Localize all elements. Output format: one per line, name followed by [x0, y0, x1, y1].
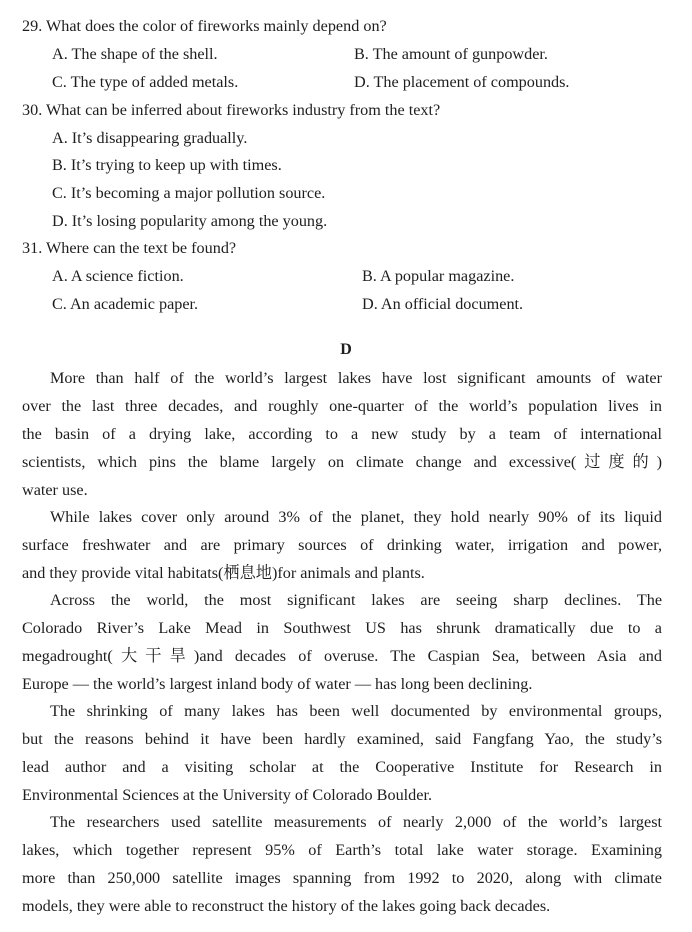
passage-line: Europe — the world’s largest inland body of water — has long been declining.	[22, 675, 533, 693]
question-29-stem: 29. What does the color of fireworks mainly depend on?	[22, 17, 387, 35]
question-31-stem: 31. Where can the text be found?	[22, 239, 237, 257]
passage-line: over the last three decades, and roughly one-quarter of the world’s population lives in	[22, 397, 662, 415]
passage-line: and they provide vital habitats(栖息地)for animals and plants.	[22, 564, 425, 582]
passage-line: The researchers used satellite measurements of nearly 2,000 of the world’s largest	[50, 813, 662, 831]
question-30-option-b: B. It’s trying to keep up with times.	[52, 156, 282, 174]
question-29-option-b: B. The amount of gunpowder.	[354, 45, 548, 63]
question-31-option-b: B. A popular magazine.	[362, 267, 515, 285]
passage-line: surface freshwater and are primary sources of drinking water, irrigation and power,	[22, 536, 662, 554]
passage-line: Colorado River’s Lake Mead in Southwest US has shrunk dramatically due to a	[22, 619, 662, 637]
passage-line: the basin of a drying lake, according to a new study by a team of international	[22, 425, 662, 443]
question-29-option-c: C. The type of added metals.	[52, 73, 239, 91]
passage-line: Across the world, the most significant lakes are seeing sharp declines. The	[50, 591, 662, 609]
passage-line: lakes, which together represent 95% of Earth’s total lake water storage. Examining	[22, 841, 662, 859]
passage-line: megadrought(大干旱)and decades of overuse. The Caspian Sea, between Asia and	[22, 647, 662, 665]
passage-line: Environmental Sciences at the University of Colorado Boulder.	[22, 786, 432, 804]
passage-line: water use.	[22, 481, 88, 499]
question-31-option-a: A. A science fiction.	[52, 267, 184, 285]
passage-line: lead author and a visiting scholar at the Cooperative Institute for Research in	[22, 758, 662, 776]
passage-line: but the reasons behind it have been hardly examined, said Fangfang Yao, the study’s	[22, 730, 662, 748]
question-30-option-c: C. It’s becoming a major pollution source.	[52, 184, 326, 202]
question-29-option-a: A. The shape of the shell.	[52, 45, 218, 63]
passage-line: scientists, which pins the blame largely on climate change and excessive(过度的)	[22, 453, 662, 471]
passage-line: While lakes cover only around 3% of the planet, they hold nearly 90% of its liquid	[50, 508, 662, 526]
question-31-option-c: C. An academic paper.	[52, 295, 199, 313]
question-30-stem: 30. What can be inferred about fireworks industry from the text?	[22, 101, 441, 119]
passage-heading: D	[340, 341, 352, 358]
question-31-option-d: D. An official document.	[362, 295, 524, 313]
question-29-option-d: D. The placement of compounds.	[354, 73, 570, 91]
passage-line: The shrinking of many lakes has been well documented by environmental groups,	[50, 702, 662, 720]
passage-line: More than half of the world’s largest lakes have lost significant amounts of water	[50, 369, 662, 387]
passage-line: more than 250,000 satellite images spanning from 1992 to 2020, along with climate	[22, 869, 662, 887]
passage-line: models, they were able to reconstruct the history of the lakes going back decades.	[22, 897, 551, 915]
question-30-option-d: D. It’s losing popularity among the young.	[52, 212, 328, 230]
question-30-option-a: A. It’s disappearing gradually.	[52, 129, 248, 147]
